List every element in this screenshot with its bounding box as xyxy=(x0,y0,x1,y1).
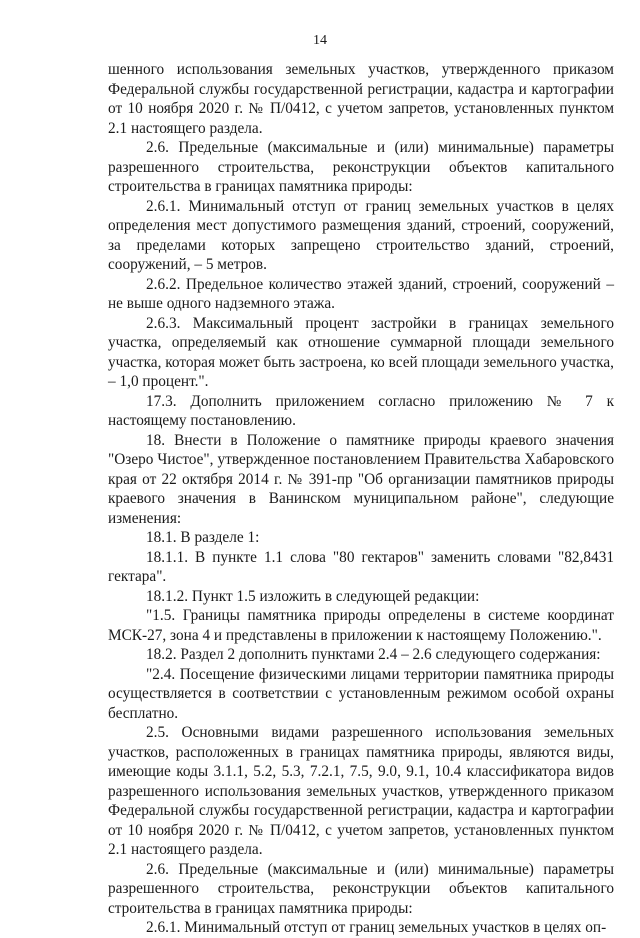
page-number: 14 xyxy=(313,33,327,48)
paragraph: 18.1.2. Пункт 1.5 изложить в следующей редакции: xyxy=(146,587,480,605)
paragraph: 2.5. Основными видами разрешенного использования земельных участков, расположенных в границах памятника природы, являются виды, имеющие коды 3.1.1, 5.2, 5.3, 7.2.1, 7.5, 9.0, 9.1, 10.4 классификатора видов разрешенного использования земельных участков, утвержденного приказом Федеральной службы государственной регистрации, кадастра и картографии от 10 ноября 2020 г. № П/0412, с учетом запретов, установленных пунктом 2.1 настоящего раздела. xyxy=(108,724,614,858)
paragraph: 2.6.2. Предельное количество этажей зданий, строений, сооружений – не выше одного надземного этажа. xyxy=(108,275,614,312)
paragraph: 18.2. Раздел 2 дополнить пунктами 2.4 – 2.6 следующего содержания: xyxy=(146,646,601,663)
paragraph: шенного использования земельных участков, утвержденного приказом Федеральной службы государственной регистрации, кадастра и картографии от 10 ноября 2020 г. № П/0412, с учетом запретов, установленных пунктом 2.1 настоящего раздела. xyxy=(108,61,614,137)
paragraph: "2.4. Посещение физическими лицами территории памятника природы осуществляется в соответствии с установленным режимом особой охраны бесплатно. xyxy=(108,665,614,722)
paragraph: 2.6. Предельные (максимальные и (или) минимальные) параметры разрешенного строительства, реконструкции объектов капитального строительства в границах памятника природы: xyxy=(108,139,614,195)
paragraph: 18.1.1. В пункте 1.1 слова "80 гектаров" заменить словами "82,8431 гектара". xyxy=(108,548,614,585)
paragraph: "1.5. Границы памятника природы определены в системе координат МСК-27, зона 4 и представлены в приложении к настоящему Положению.". xyxy=(108,607,614,644)
paragraph: 2.6.3. Максимальный процент застройки в границах земельного участка, определяемый как отношение суммарной площади земельного участка, которая может быть застроена, ко всей площади земельного участка, – 1,0 процент.". xyxy=(108,314,614,390)
paragraph: 17.3. Дополнить приложением согласно приложению № 7 к настоящему постановлению. xyxy=(108,392,614,429)
document-body xyxy=(108,60,614,938)
paragraph: 18. Внести в Положение о памятнике природы краевого значения "Озеро Чистое", утвержденное постановлением Правительства Хабаровского края от 22 октября 2014 г. № 391-пр "Об организации памятников природы краевого значения в Ванинском муниципальном районе", следующие изменения: xyxy=(108,431,614,527)
paragraph: 2.6.1. Минимальный отступ от границ земельных участков в целях оп- xyxy=(146,919,607,936)
paragraph: 2.6.1. Минимальный отступ от границ земельных участков в целях определения мест допустимого размещения зданий, строений, сооружений, за пределами которых запрещено строительство зданий, строений, сооружений, – 5 метров. xyxy=(108,197,614,273)
paragraph: 18.1. В разделе 1: xyxy=(146,529,260,546)
paragraph: 2.6. Предельные (максимальные и (или) минимальные) параметры разрешенного строительства, реконструкции объектов капитального строительства в границах памятника природы: xyxy=(108,860,614,917)
